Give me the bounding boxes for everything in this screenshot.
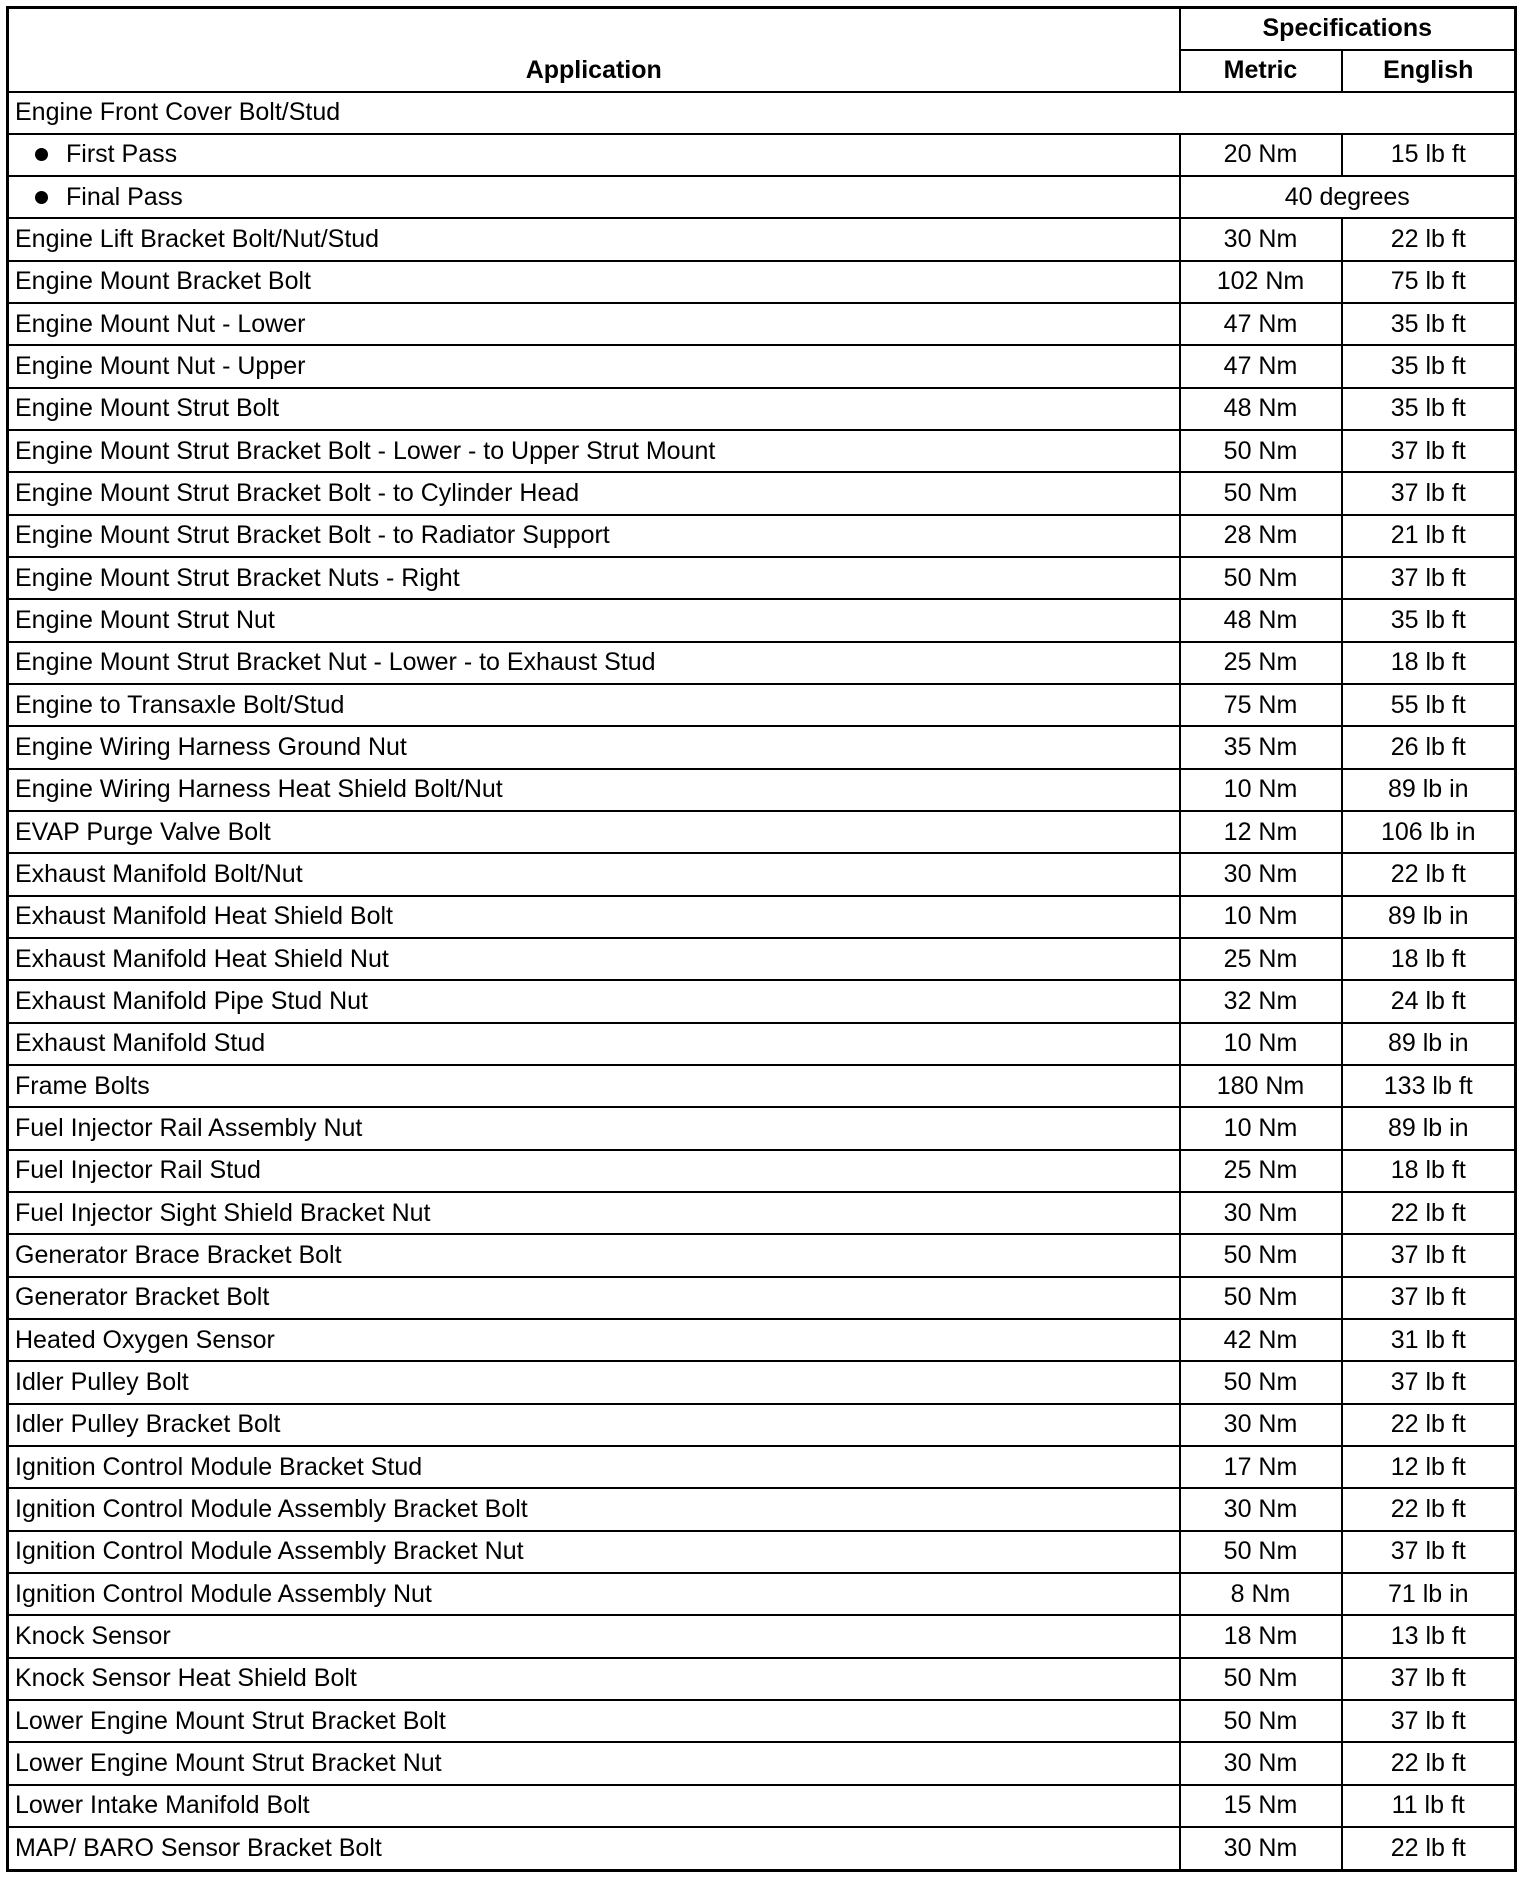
application-cell: Exhaust Manifold Heat Shield Bolt (8, 896, 1180, 938)
english-cell: 37 lb ft (1342, 1531, 1516, 1573)
metric-cell: 30 Nm (1180, 853, 1342, 895)
table-row (8, 1446, 1516, 1488)
metric-cell: 50 Nm (1180, 430, 1342, 472)
metric-cell: 50 Nm (1180, 472, 1342, 514)
english-cell: 106 lb in (1342, 811, 1516, 853)
english-cell: 89 lb in (1342, 1107, 1516, 1149)
english-cell: 35 lb ft (1342, 599, 1516, 641)
group-label: Engine Front Cover Bolt/Stud (8, 92, 1516, 134)
torque-spec-table (6, 6, 1517, 1872)
english-cell: 37 lb ft (1342, 472, 1516, 514)
metric-cell: 25 Nm (1180, 642, 1342, 684)
english-cell: 37 lb ft (1342, 1700, 1516, 1742)
metric-cell: 30 Nm (1180, 1827, 1342, 1871)
english-cell: 37 lb ft (1342, 1277, 1516, 1319)
application-cell: Fuel Injector Sight Shield Bracket Nut (8, 1192, 1180, 1234)
table-row (8, 938, 1516, 980)
metric-cell: 47 Nm (1180, 303, 1342, 345)
table-row (8, 1107, 1516, 1149)
metric-cell: 30 Nm (1180, 1742, 1342, 1784)
english-cell: 35 lb ft (1342, 345, 1516, 387)
metric-cell: 8 Nm (1180, 1573, 1342, 1615)
application-cell (8, 176, 1180, 218)
metric-cell: 25 Nm (1180, 1150, 1342, 1192)
application-cell: Engine Mount Strut Bracket Bolt - to Radiator Support (8, 515, 1180, 557)
application-cell: Ignition Control Module Assembly Bracket Nut (8, 1531, 1180, 1573)
table-row (8, 684, 1516, 726)
english-cell: 35 lb ft (1342, 303, 1516, 345)
table-row (8, 345, 1516, 387)
table-row (8, 1742, 1516, 1784)
english-cell: 89 lb in (1342, 769, 1516, 811)
application-cell: Frame Bolts (8, 1065, 1180, 1107)
application-cell: Engine Mount Strut Bracket Nuts - Right (8, 557, 1180, 599)
metric-cell: 102 Nm (1180, 261, 1342, 303)
spec-table-body (8, 92, 1516, 1871)
metric-cell: 15 Nm (1180, 1785, 1342, 1827)
table-row (8, 1192, 1516, 1234)
application-cell: Engine Mount Nut - Lower (8, 303, 1180, 345)
table-row (8, 853, 1516, 895)
table-row (8, 1488, 1516, 1530)
english-cell: 37 lb ft (1342, 1361, 1516, 1403)
application-cell: Fuel Injector Rail Assembly Nut (8, 1107, 1180, 1149)
application-cell: Engine Wiring Harness Ground Nut (8, 726, 1180, 768)
english-cell: 12 lb ft (1342, 1446, 1516, 1488)
table-row (8, 1361, 1516, 1403)
metric-cell: 12 Nm (1180, 811, 1342, 853)
english-cell: 22 lb ft (1342, 1404, 1516, 1446)
table-row (8, 1573, 1516, 1615)
table-row (8, 1615, 1516, 1657)
table-row (8, 557, 1516, 599)
table-row (8, 1827, 1516, 1871)
english-cell: 11 lb ft (1342, 1785, 1516, 1827)
metric-cell: 50 Nm (1180, 1277, 1342, 1319)
metric-cell: 28 Nm (1180, 515, 1342, 557)
english-cell: 37 lb ft (1342, 1658, 1516, 1700)
english-cell: 55 lb ft (1342, 684, 1516, 726)
application-cell: Exhaust Manifold Stud (8, 1023, 1180, 1065)
english-cell: 22 lb ft (1342, 1742, 1516, 1784)
table-row (8, 1150, 1516, 1192)
english-cell: 18 lb ft (1342, 938, 1516, 980)
application-cell (8, 134, 1180, 176)
english-cell: 22 lb ft (1342, 1192, 1516, 1234)
application-cell: Engine Mount Strut Bracket Bolt - Lower - to Upper Strut Mount (8, 430, 1180, 472)
application-cell: Lower Engine Mount Strut Bracket Bolt (8, 1700, 1180, 1742)
english-cell: 24 lb ft (1342, 980, 1516, 1022)
english-cell: 18 lb ft (1342, 642, 1516, 684)
table-row (8, 1700, 1516, 1742)
table-row (8, 303, 1516, 345)
application-cell: Fuel Injector Rail Stud (8, 1150, 1180, 1192)
table-row (8, 1277, 1516, 1319)
metric-cell: 20 Nm (1180, 134, 1342, 176)
application-cell: Idler Pulley Bolt (8, 1361, 1180, 1403)
table-row (8, 134, 1516, 176)
metric-cell: 50 Nm (1180, 1234, 1342, 1276)
application-cell: Ignition Control Module Assembly Nut (8, 1573, 1180, 1615)
application-cell: Knock Sensor Heat Shield Bolt (8, 1658, 1180, 1700)
table-row (8, 896, 1516, 938)
table-row (8, 1404, 1516, 1446)
application-cell: Engine Mount Strut Nut (8, 599, 1180, 641)
english-cell: 22 lb ft (1342, 853, 1516, 895)
table-row (8, 218, 1516, 260)
english-cell: 22 lb ft (1342, 1827, 1516, 1871)
application-cell: Lower Engine Mount Strut Bracket Nut (8, 1742, 1180, 1784)
table-row (8, 1065, 1516, 1107)
table-row (8, 176, 1516, 218)
metric-cell: 30 Nm (1180, 1404, 1342, 1446)
metric-cell: 32 Nm (1180, 980, 1342, 1022)
english-cell: 31 lb ft (1342, 1319, 1516, 1361)
metric-cell: 47 Nm (1180, 345, 1342, 387)
header-english: English (1342, 50, 1516, 92)
metric-cell: 50 Nm (1180, 1361, 1342, 1403)
application-cell: Ignition Control Module Assembly Bracket Bolt (8, 1488, 1180, 1530)
english-cell: 89 lb in (1342, 896, 1516, 938)
table-row (8, 1785, 1516, 1827)
english-cell: 89 lb in (1342, 1023, 1516, 1065)
application-cell: Exhaust Manifold Pipe Stud Nut (8, 980, 1180, 1022)
english-cell: 15 lb ft (1342, 134, 1516, 176)
application-cell: Engine to Transaxle Bolt/Stud (8, 684, 1180, 726)
metric-cell: 25 Nm (1180, 938, 1342, 980)
metric-cell: 18 Nm (1180, 1615, 1342, 1657)
english-cell: 71 lb in (1342, 1573, 1516, 1615)
table-row (8, 642, 1516, 684)
table-row (8, 726, 1516, 768)
table-row (8, 388, 1516, 430)
metric-cell: 10 Nm (1180, 1023, 1342, 1065)
metric-cell: 75 Nm (1180, 684, 1342, 726)
table-row (8, 515, 1516, 557)
english-cell: 37 lb ft (1342, 557, 1516, 599)
table-row (8, 811, 1516, 853)
english-cell: 13 lb ft (1342, 1615, 1516, 1657)
table-row (8, 599, 1516, 641)
metric-cell: 30 Nm (1180, 1488, 1342, 1530)
application-cell: Generator Brace Bracket Bolt (8, 1234, 1180, 1276)
english-cell: 22 lb ft (1342, 218, 1516, 260)
metric-cell: 48 Nm (1180, 599, 1342, 641)
english-cell: 18 lb ft (1342, 1150, 1516, 1192)
application-cell: Engine Mount Nut - Upper (8, 345, 1180, 387)
application-cell: Ignition Control Module Bracket Stud (8, 1446, 1180, 1488)
application-cell: Engine Lift Bracket Bolt/Nut/Stud (8, 218, 1180, 260)
table-row (8, 472, 1516, 514)
table-row (8, 1531, 1516, 1573)
metric-cell: 10 Nm (1180, 896, 1342, 938)
english-cell: 133 lb ft (1342, 1065, 1516, 1107)
metric-cell: 35 Nm (1180, 726, 1342, 768)
table-row (8, 980, 1516, 1022)
metric-cell: 10 Nm (1180, 1107, 1342, 1149)
english-cell: 35 lb ft (1342, 388, 1516, 430)
english-cell: 75 lb ft (1342, 261, 1516, 303)
bullet-icon (35, 148, 48, 161)
header-metric: Metric (1180, 50, 1342, 92)
spec-value-cell: 40 degrees (1180, 176, 1516, 218)
english-cell: 37 lb ft (1342, 430, 1516, 472)
metric-cell: 30 Nm (1180, 218, 1342, 260)
table-row (8, 1023, 1516, 1065)
application-cell: Heated Oxygen Sensor (8, 1319, 1180, 1361)
table-row (8, 261, 1516, 303)
metric-cell: 17 Nm (1180, 1446, 1342, 1488)
metric-cell: 180 Nm (1180, 1065, 1342, 1107)
application-cell: Engine Mount Strut Bracket Bolt - to Cylinder Head (8, 472, 1180, 514)
table-row (8, 430, 1516, 472)
table-row (8, 1319, 1516, 1361)
header-application: Application (8, 8, 1180, 92)
header-specifications: Specifications (1180, 8, 1516, 50)
english-cell: 21 lb ft (1342, 515, 1516, 557)
metric-cell: 30 Nm (1180, 1192, 1342, 1234)
english-cell: 26 lb ft (1342, 726, 1516, 768)
application-cell: Engine Mount Strut Bolt (8, 388, 1180, 430)
application-cell: EVAP Purge Valve Bolt (8, 811, 1180, 853)
metric-cell: 50 Nm (1180, 1658, 1342, 1700)
application-cell: MAP/ BARO Sensor Bracket Bolt (8, 1827, 1180, 1871)
english-cell: 22 lb ft (1342, 1488, 1516, 1530)
application-label: First Pass (66, 140, 178, 169)
table-row (8, 769, 1516, 811)
metric-cell: 50 Nm (1180, 557, 1342, 599)
application-cell: Engine Mount Strut Bracket Nut - Lower - to Exhaust Stud (8, 642, 1180, 684)
application-cell: Exhaust Manifold Bolt/Nut (8, 853, 1180, 895)
metric-cell: 50 Nm (1180, 1531, 1342, 1573)
application-cell: Lower Intake Manifold Bolt (8, 1785, 1180, 1827)
table-row (8, 1658, 1516, 1700)
application-label: Final Pass (66, 182, 183, 211)
bullet-icon (35, 191, 48, 204)
application-cell: Engine Wiring Harness Heat Shield Bolt/Nut (8, 769, 1180, 811)
table-row (8, 1234, 1516, 1276)
application-cell: Engine Mount Bracket Bolt (8, 261, 1180, 303)
application-cell: Generator Bracket Bolt (8, 1277, 1180, 1319)
metric-cell: 48 Nm (1180, 388, 1342, 430)
application-cell: Idler Pulley Bracket Bolt (8, 1404, 1180, 1446)
table-row (8, 92, 1516, 134)
application-cell: Knock Sensor (8, 1615, 1180, 1657)
metric-cell: 50 Nm (1180, 1700, 1342, 1742)
application-cell: Exhaust Manifold Heat Shield Nut (8, 938, 1180, 980)
metric-cell: 10 Nm (1180, 769, 1342, 811)
metric-cell: 42 Nm (1180, 1319, 1342, 1361)
english-cell: 37 lb ft (1342, 1234, 1516, 1276)
